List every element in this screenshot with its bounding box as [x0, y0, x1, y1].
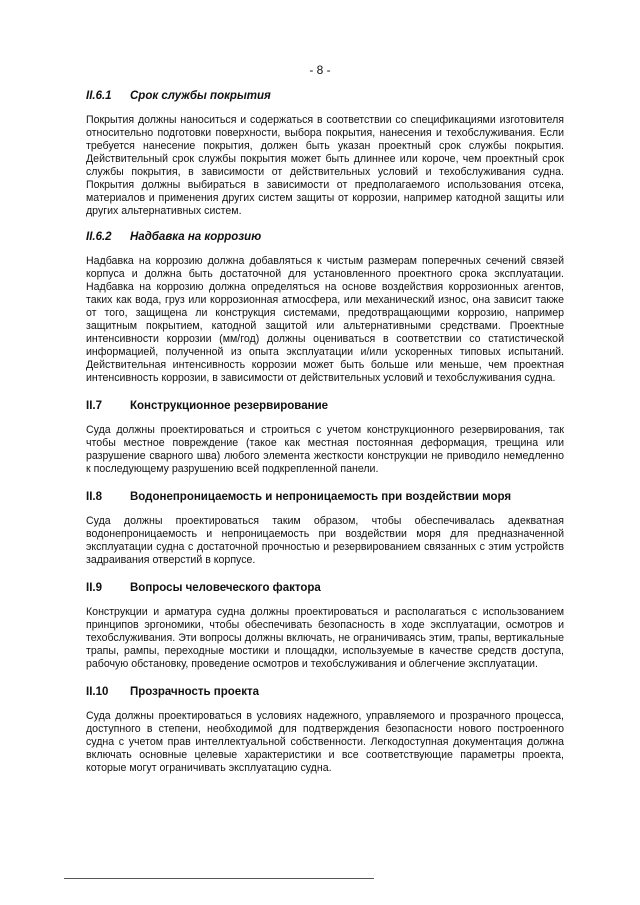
page-number: - 8 -	[309, 63, 331, 77]
section-heading-7	[86, 399, 564, 413]
section-title: Срок службы покрытия	[130, 90, 271, 102]
section-title: Прозрачность проекта	[130, 686, 259, 698]
section-paragraph-6-2: Надбавка на коррозию должна добавляться к чистым размерам поперечных сечений связей корпуса и должна быть достаточной для установленного проектного срока эксплуатации. Надбавка на коррозию должна определяться на основе воздействия коррозионных агентов, таких как вода, груз или коррозионная атмосфера, или механический износ, она зависит также от того, защищена ли конструкция системами, предотвращающими коррозию, например защитным покрытием, катодной защитой или альтернативными средствами. Проектные интенсивности коррозии (мм/год) должны оцениваться в соответствии со статистической информацией, полученной из опыта эксплуатации и/или ускоренных типовых испытаний. Действительная интенсивность коррозии может быть больше или меньше, чем проектная интенсивность коррозии, в зависимости от действительных условий и техобслуживания судна.	[86, 255, 564, 384]
section-title: Вопросы человеческого фактора	[130, 582, 321, 594]
section-paragraph-10: Суда должны проектироваться в условиях надежного, управляемого и прозрачного процесса, доступного в степени, необходимой для подтверждения безопасности нового построенного судна с учетом прав интеллектуальной собственности. Легкодоступная документация должна включать основные целевые характеристики и все соответствующие параметры проекта, которые могут ограничивать эксплуатацию судна.	[86, 710, 564, 774]
section-title: Надбавка на коррозию	[130, 231, 262, 243]
section-paragraph-9: Конструкции и арматура судна должны проектироваться и располагаться с использованием принципов эргономики, чтобы обеспечивать безопасность в ходе эксплуатации, осмотров и техобслуживания. Эти вопросы должны включать, не ограничиваясь этим, трапы, вертикальные трапы, рампы, переходные мостики и площадки, используемые в качестве средств доступа, рабочую обстановку, проведение осмотров и техобслуживания и облегчение эксплуатации.	[86, 606, 564, 670]
section-paragraph-8: Суда должны проектироваться таким образом, чтобы обеспечивалась адекватная водонепроницаемость и непроницаемость при воздействии моря для предназначенной эксплуатации судна с достаточной прочностью и резервированием связанных с этим устройств задраивания отверстий в корпусе.	[86, 515, 564, 566]
section-number: II.10	[86, 686, 109, 698]
section-heading-8	[86, 490, 564, 504]
section-heading-6-1	[86, 89, 564, 103]
section-number: II.7	[86, 400, 102, 412]
section-number: II.8	[86, 491, 102, 503]
section-title: Конструкционное резервирование	[130, 400, 329, 412]
section-number: II.6.2	[86, 231, 112, 243]
section-paragraph-7: Суда должны проектироваться и строиться с учетом конструкционного резервирования, так чтобы местное повреждение (такое как местная постоянная деформация, трещина или разрушение сварного шва) любого элемента жесткости конструкции не приводило немедленно к последующему разрушению всей подкрепленной панели.	[86, 424, 564, 475]
section-number: II.6.1	[86, 90, 112, 102]
document-body	[86, 89, 564, 775]
section-heading-9	[86, 581, 564, 595]
section-paragraph-6-1: Покрытия должны наноситься и содержаться в соответствии со спецификациями изготовителя относительно подготовки поверхности, выбора покрытия, нанесения и техобслуживания. Если требуется нанесение покрытия, должен быть указан проектный срок службы покрытия. Действительный срок службы покрытия может быть длиннее или короче, чем проектный срок службы покрытия, в зависимости от действительных условий и техобслуживания судна. Покрытия должны выбираться в зависимости от предполагаемого использования отсека, материалов и применения других систем защиты от коррозии, например катодной защиты или других альтернативных систем.	[86, 114, 564, 217]
section-number: II.9	[86, 582, 102, 594]
section-title: Водонепроницаемость и непроницаемость при воздействии моря	[130, 491, 512, 503]
section-heading-10	[86, 685, 564, 699]
footer-divider	[64, 878, 374, 879]
section-heading-6-2	[86, 230, 564, 244]
